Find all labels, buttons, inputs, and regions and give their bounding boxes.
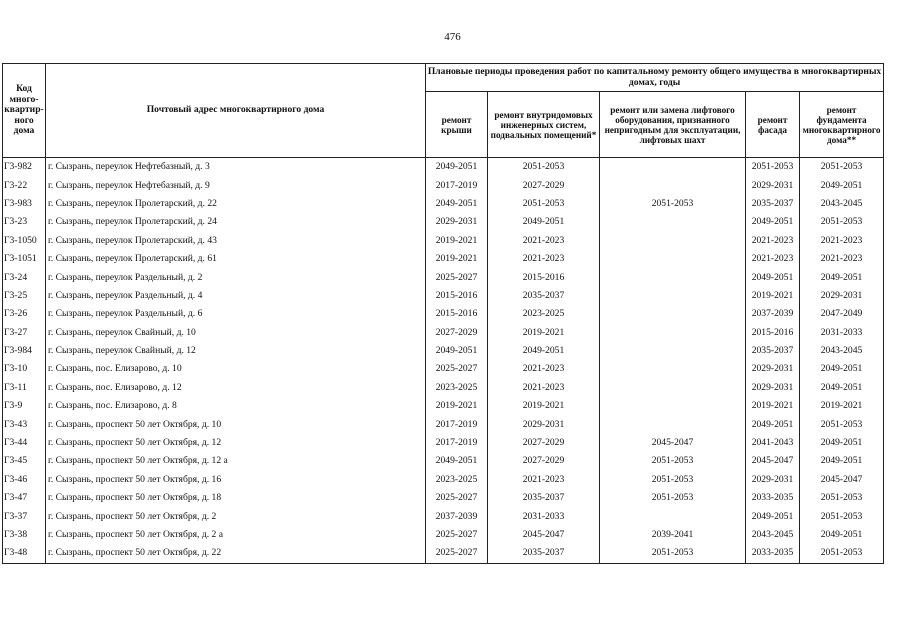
cell-address: г. Сызрань, пос. Елизарово, д. 10 — [46, 360, 426, 378]
cell-facade: 2049-2051 — [746, 268, 800, 286]
table-row — [3, 176, 884, 194]
cell-address: г. Сызрань, переулок Пролетарский, д. 24 — [46, 213, 426, 231]
cell-code: Г3-47 — [3, 489, 46, 507]
cell-elevator — [600, 213, 746, 231]
cell-address: г. Сызрань, переулок Свайный, д. 10 — [46, 324, 426, 342]
cell-address: г. Сызрань, проспект 50 лет Октября, д. 12 — [46, 434, 426, 452]
table-row — [3, 213, 884, 231]
cell-facade: 2037-2039 — [746, 305, 800, 323]
cell-systems: 2027-2029 — [488, 176, 600, 194]
table-row — [3, 158, 884, 177]
table-row — [3, 195, 884, 213]
cell-facade: 2021-2023 — [746, 250, 800, 268]
cell-code: Г3-1050 — [3, 232, 46, 250]
cell-systems: 2049-2051 — [488, 213, 600, 231]
cell-elevator — [600, 176, 746, 194]
table-row — [3, 268, 884, 286]
cell-roof: 2025-2027 — [426, 526, 488, 544]
cell-roof: 2017-2019 — [426, 415, 488, 433]
cell-code: Г3-43 — [3, 415, 46, 433]
cell-roof: 2019-2021 — [426, 232, 488, 250]
cell-systems: 2015-2016 — [488, 268, 600, 286]
cell-systems: 2051-2053 — [488, 195, 600, 213]
cell-systems: 2019-2021 — [488, 324, 600, 342]
cell-roof: 2025-2027 — [426, 268, 488, 286]
header-periods-group: Плановые периоды проведения работ по капитальному ремонту общего имущества в многоквартирных домах, годы — [426, 64, 884, 92]
cell-foundation: 2049-2051 — [800, 360, 884, 378]
cell-foundation: 2049-2051 — [800, 176, 884, 194]
cell-systems: 2035-2037 — [488, 489, 600, 507]
cell-roof: 2017-2019 — [426, 434, 488, 452]
cell-foundation: 2019-2021 — [800, 397, 884, 415]
cell-systems: 2021-2023 — [488, 360, 600, 378]
cell-roof: 2015-2016 — [426, 287, 488, 305]
table-body — [3, 158, 884, 564]
cell-roof: 2049-2051 — [426, 195, 488, 213]
cell-code: Г3-983 — [3, 195, 46, 213]
cell-systems: 2023-2025 — [488, 305, 600, 323]
table-row — [3, 397, 884, 415]
cell-elevator — [600, 360, 746, 378]
cell-systems: 2021-2023 — [488, 379, 600, 397]
cell-facade: 2049-2051 — [746, 415, 800, 433]
cell-code: Г3-27 — [3, 324, 46, 342]
cell-systems: 2021-2023 — [488, 471, 600, 489]
table-row — [3, 415, 884, 433]
cell-facade: 2043-2045 — [746, 526, 800, 544]
cell-systems: 2027-2029 — [488, 434, 600, 452]
cell-elevator — [600, 507, 746, 525]
cell-facade: 2029-2031 — [746, 176, 800, 194]
header-elevator: ремонт или замена лифтового оборудования, признанного непригодным для эксплуатации, лифтовых шахт — [600, 92, 746, 158]
cell-facade: 2019-2021 — [746, 287, 800, 305]
table-row — [3, 489, 884, 507]
cell-foundation: 2043-2045 — [800, 195, 884, 213]
cell-code: Г3-982 — [3, 158, 46, 177]
cell-roof: 2019-2021 — [426, 250, 488, 268]
cell-facade: 2015-2016 — [746, 324, 800, 342]
cell-roof: 2027-2029 — [426, 324, 488, 342]
cell-elevator — [600, 415, 746, 433]
cell-foundation: 2051-2053 — [800, 544, 884, 563]
cell-foundation: 2051-2053 — [800, 489, 884, 507]
cell-address: г. Сызрань, проспект 50 лет Октября, д. 22 — [46, 544, 426, 563]
cell-elevator — [600, 324, 746, 342]
cell-foundation: 2049-2051 — [800, 526, 884, 544]
cell-address: г. Сызрань, переулок Раздельный, д. 2 — [46, 268, 426, 286]
cell-address: г. Сызрань, проспект 50 лет Октября, д. 10 — [46, 415, 426, 433]
cell-roof: 2049-2051 — [426, 158, 488, 177]
cell-code: Г3-46 — [3, 471, 46, 489]
cell-roof: 2025-2027 — [426, 360, 488, 378]
table-row — [3, 434, 884, 452]
capital-repair-table — [2, 63, 884, 564]
cell-code: Г3-9 — [3, 397, 46, 415]
cell-roof: 2049-2051 — [426, 342, 488, 360]
cell-address: г. Сызрань, переулок Нефтебазный, д. 9 — [46, 176, 426, 194]
cell-address: г. Сызрань, проспект 50 лет Октября, д. 16 — [46, 471, 426, 489]
cell-foundation: 2021-2023 — [800, 232, 884, 250]
cell-elevator: 2039-2041 — [600, 526, 746, 544]
cell-elevator — [600, 158, 746, 177]
table-row — [3, 544, 884, 563]
cell-facade: 2033-2035 — [746, 489, 800, 507]
cell-address: г. Сызрань, пос. Елизарово, д. 12 — [46, 379, 426, 397]
cell-elevator — [600, 250, 746, 268]
cell-foundation: 2047-2049 — [800, 305, 884, 323]
cell-code: Г3-44 — [3, 434, 46, 452]
table-row — [3, 305, 884, 323]
cell-foundation: 2045-2047 — [800, 471, 884, 489]
cell-systems: 2029-2031 — [488, 415, 600, 433]
table-row — [3, 526, 884, 544]
cell-roof: 2037-2039 — [426, 507, 488, 525]
cell-address: г. Сызрань, переулок Нефтебазный, д. 3 — [46, 158, 426, 177]
cell-foundation: 2049-2051 — [800, 434, 884, 452]
cell-systems: 2019-2021 — [488, 397, 600, 415]
cell-foundation: 2051-2053 — [800, 158, 884, 177]
cell-facade: 2019-2021 — [746, 397, 800, 415]
cell-code: Г3-984 — [3, 342, 46, 360]
header-address: Почтовый адрес многоквартирного дома — [46, 64, 426, 158]
cell-elevator — [600, 342, 746, 360]
header-foundation: ремонт фундамента многоквартирного дома** — [800, 92, 884, 158]
cell-code: Г3-1051 — [3, 250, 46, 268]
cell-code: Г3-24 — [3, 268, 46, 286]
cell-address: г. Сызрань, проспект 50 лет Октября, д. 2 — [46, 507, 426, 525]
cell-code: Г3-38 — [3, 526, 46, 544]
cell-code: Г3-25 — [3, 287, 46, 305]
cell-systems: 2031-2033 — [488, 507, 600, 525]
table-row — [3, 287, 884, 305]
cell-systems: 2045-2047 — [488, 526, 600, 544]
cell-code: Г3-37 — [3, 507, 46, 525]
cell-facade: 2051-2053 — [746, 158, 800, 177]
cell-elevator: 2051-2053 — [600, 489, 746, 507]
header-facade: ремонт фасада — [746, 92, 800, 158]
cell-roof: 2023-2025 — [426, 471, 488, 489]
cell-elevator: 2051-2053 — [600, 544, 746, 563]
cell-foundation: 2043-2045 — [800, 342, 884, 360]
cell-systems: 2049-2051 — [488, 342, 600, 360]
cell-elevator — [600, 232, 746, 250]
cell-facade: 2029-2031 — [746, 379, 800, 397]
cell-roof: 2015-2016 — [426, 305, 488, 323]
cell-foundation: 2051-2053 — [800, 213, 884, 231]
cell-address: г. Сызрань, проспект 50 лет Октября, д. 12 а — [46, 452, 426, 470]
cell-facade: 2035-2037 — [746, 342, 800, 360]
table-row — [3, 250, 884, 268]
cell-address: г. Сызрань, переулок Пролетарский, д. 43 — [46, 232, 426, 250]
cell-address: г. Сызрань, пос. Елизарово, д. 8 — [46, 397, 426, 415]
cell-address: г. Сызрань, переулок Пролетарский, д. 22 — [46, 195, 426, 213]
cell-foundation: 2049-2051 — [800, 268, 884, 286]
header-code: Код много-квартир-ного дома — [3, 64, 46, 158]
cell-code: Г3-45 — [3, 452, 46, 470]
cell-facade: 2041-2043 — [746, 434, 800, 452]
cell-address: г. Сызрань, переулок Пролетарский, д. 61 — [46, 250, 426, 268]
cell-roof: 2049-2051 — [426, 452, 488, 470]
cell-address: г. Сызрань, переулок Свайный, д. 12 — [46, 342, 426, 360]
cell-facade: 2049-2051 — [746, 507, 800, 525]
cell-facade: 2049-2051 — [746, 213, 800, 231]
cell-foundation: 2051-2053 — [800, 507, 884, 525]
cell-roof: 2029-2031 — [426, 213, 488, 231]
cell-roof: 2023-2025 — [426, 379, 488, 397]
cell-code: Г3-11 — [3, 379, 46, 397]
table-row — [3, 360, 884, 378]
cell-foundation: 2049-2051 — [800, 379, 884, 397]
cell-foundation: 2021-2023 — [800, 250, 884, 268]
cell-systems: 2021-2023 — [488, 232, 600, 250]
cell-foundation: 2049-2051 — [800, 452, 884, 470]
cell-code: Г3-23 — [3, 213, 46, 231]
cell-elevator: 2045-2047 — [600, 434, 746, 452]
cell-roof: 2017-2019 — [426, 176, 488, 194]
cell-facade: 2021-2023 — [746, 232, 800, 250]
cell-code: Г3-10 — [3, 360, 46, 378]
cell-roof: 2025-2027 — [426, 544, 488, 563]
cell-systems: 2027-2029 — [488, 452, 600, 470]
header-roof: ремонт крыши — [426, 92, 488, 158]
table-row — [3, 324, 884, 342]
cell-foundation: 2051-2053 — [800, 415, 884, 433]
table-row — [3, 452, 884, 470]
cell-systems: 2021-2023 — [488, 250, 600, 268]
cell-address: г. Сызрань, проспект 50 лет Октября, д. 18 — [46, 489, 426, 507]
cell-elevator: 2051-2053 — [600, 452, 746, 470]
cell-foundation: 2031-2033 — [800, 324, 884, 342]
cell-facade: 2033-2035 — [746, 544, 800, 563]
cell-elevator — [600, 287, 746, 305]
cell-systems: 2051-2053 — [488, 158, 600, 177]
cell-facade: 2029-2031 — [746, 471, 800, 489]
cell-code: Г3-22 — [3, 176, 46, 194]
cell-elevator: 2051-2053 — [600, 471, 746, 489]
cell-elevator — [600, 268, 746, 286]
table-row — [3, 471, 884, 489]
cell-address: г. Сызрань, переулок Раздельный, д. 4 — [46, 287, 426, 305]
cell-roof: 2019-2021 — [426, 397, 488, 415]
page-number: 476 — [444, 31, 461, 43]
cell-elevator — [600, 379, 746, 397]
cell-elevator: 2051-2053 — [600, 195, 746, 213]
cell-address: г. Сызрань, переулок Раздельный, д. 6 — [46, 305, 426, 323]
cell-code: Г3-26 — [3, 305, 46, 323]
cell-facade: 2045-2047 — [746, 452, 800, 470]
cell-systems: 2035-2037 — [488, 544, 600, 563]
header-systems: ремонт внутридомовых инженерных систем, подвальных помещений* — [488, 92, 600, 158]
table-row — [3, 342, 884, 360]
cell-address: г. Сызрань, проспект 50 лет Октября, д. 2 а — [46, 526, 426, 544]
cell-roof: 2025-2027 — [426, 489, 488, 507]
cell-code: Г3-48 — [3, 544, 46, 563]
cell-elevator — [600, 305, 746, 323]
table-row — [3, 232, 884, 250]
cell-systems: 2035-2037 — [488, 287, 600, 305]
cell-facade: 2029-2031 — [746, 360, 800, 378]
table-row — [3, 507, 884, 525]
table-header — [3, 64, 884, 158]
cell-elevator — [600, 397, 746, 415]
cell-facade: 2035-2037 — [746, 195, 800, 213]
cell-foundation: 2029-2031 — [800, 287, 884, 305]
table-row — [3, 379, 884, 397]
